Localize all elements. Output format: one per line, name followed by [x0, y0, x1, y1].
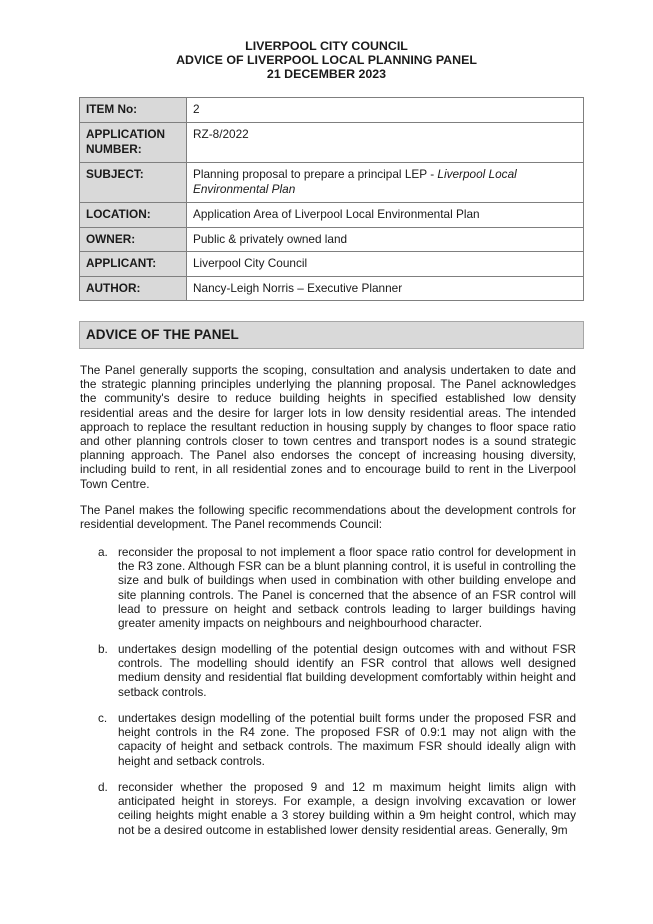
applicant-value: Liverpool City Council — [187, 252, 584, 277]
item-no-value: 2 — [187, 98, 584, 123]
list-marker: a. — [98, 545, 108, 559]
intro-paragraph: The Panel generally supports the scoping, consultation and analysis undertaken to date and the strategic planning principles underlying the planning proposal. The Panel acknowledges the community's desire to reduce building heights in specified established low density residential areas and the desire for larger lots in low density residential areas. The intended approach to replace the resultant reduction in housing supply by changes to floor space ratio and other planning controls closer to town centres and transport nodes is a sound strategic planning approach. The Panel also endorses the concept of increasing housing diversity, including build to rent, in all residential zones and to encourage build to rent in the Liverpool Town Centre. — [80, 363, 576, 491]
list-marker: c. — [98, 711, 108, 725]
recommendation-item — [98, 711, 576, 768]
panel-name: ADVICE OF LIVERPOOL LOCAL PLANNING PANEL — [176, 53, 477, 68]
location-label: LOCATION: — [80, 202, 187, 227]
location-value: Application Area of Liverpool Local Environmental Plan — [187, 202, 584, 227]
recommendation-item — [98, 780, 576, 837]
meeting-date: 21 DECEMBER 2023 — [266, 67, 387, 82]
recommendation-text: undertakes design modelling of the potential design outcomes with and without FSR controls. The modelling should identify an FSR control that allows well designed medium density and residential flat building development comfortably within height and setback controls. — [118, 642, 576, 699]
recommendation-text: reconsider the proposal to not implement a floor space ratio control for development in the R3 zone. Although FSR can be a blunt planning control, it is useful in controlling the size and bulk of buildings when used in combination with other building envelope and site planning controls. The Panel is concerned that the absence of an FSR control will lead to pressure on height and setback controls leading to larger buildings having greater amenity impacts on neighbours and neighbourhood character. — [118, 545, 576, 631]
subject-italic-text: Liverpool Local Environmental Plan — [193, 166, 517, 197]
table-row — [80, 227, 584, 252]
subject-plain-text: Planning proposal to prepare a principal LEP - — [193, 166, 438, 181]
recommendations-intro: The Panel makes the following specific recommendations about the development controls for residential development. The Panel recommends Council: — [80, 503, 576, 532]
table-row — [80, 98, 584, 123]
recommendation-item — [98, 545, 576, 630]
recommendation-item — [98, 642, 576, 699]
document-header — [0, 39, 653, 82]
applicant-label: APPLICANT: — [80, 252, 187, 277]
table-row — [80, 276, 584, 301]
table-row — [80, 162, 584, 202]
council-name: LIVERPOOL CITY COUNCIL — [245, 39, 408, 53]
subject-value — [187, 162, 584, 202]
application-number-label: APPLICATION NUMBER: — [80, 122, 187, 162]
recommendation-text: reconsider whether the proposed 9 and 12 m maximum height limits align with anticipated height in storeys. For example, a design involving excavation or lower ceiling heights might enable a 3 storey building within a 9m height control, which may not be a desired outcome in established lower density residential areas. Generally, 9m — [118, 780, 576, 837]
table-row — [80, 122, 584, 162]
item-no-label: ITEM No: — [80, 98, 187, 123]
table-row — [80, 252, 584, 277]
list-marker: b. — [98, 642, 108, 656]
author-value: Nancy-Leigh Norris – Executive Planner — [187, 276, 584, 301]
list-marker: d. — [98, 780, 108, 794]
recommendation-text: undertakes design modelling of the potential built forms under the proposed FSR and height controls in the R4 zone. The proposed FSR of 0.9:1 may not align with the capacity of height and setback controls. The maximum FSR should ideally align with height and setback controls. — [118, 711, 576, 768]
owner-value: Public & privately owned land — [187, 227, 584, 252]
table-row — [80, 202, 584, 227]
owner-label: OWNER: — [80, 227, 187, 252]
author-label: AUTHOR: — [80, 276, 187, 301]
application-number-value: RZ-8/2022 — [187, 122, 584, 162]
section-heading: ADVICE OF THE PANEL — [79, 321, 584, 349]
subject-label: SUBJECT: — [80, 162, 187, 202]
application-details-table — [79, 97, 584, 301]
